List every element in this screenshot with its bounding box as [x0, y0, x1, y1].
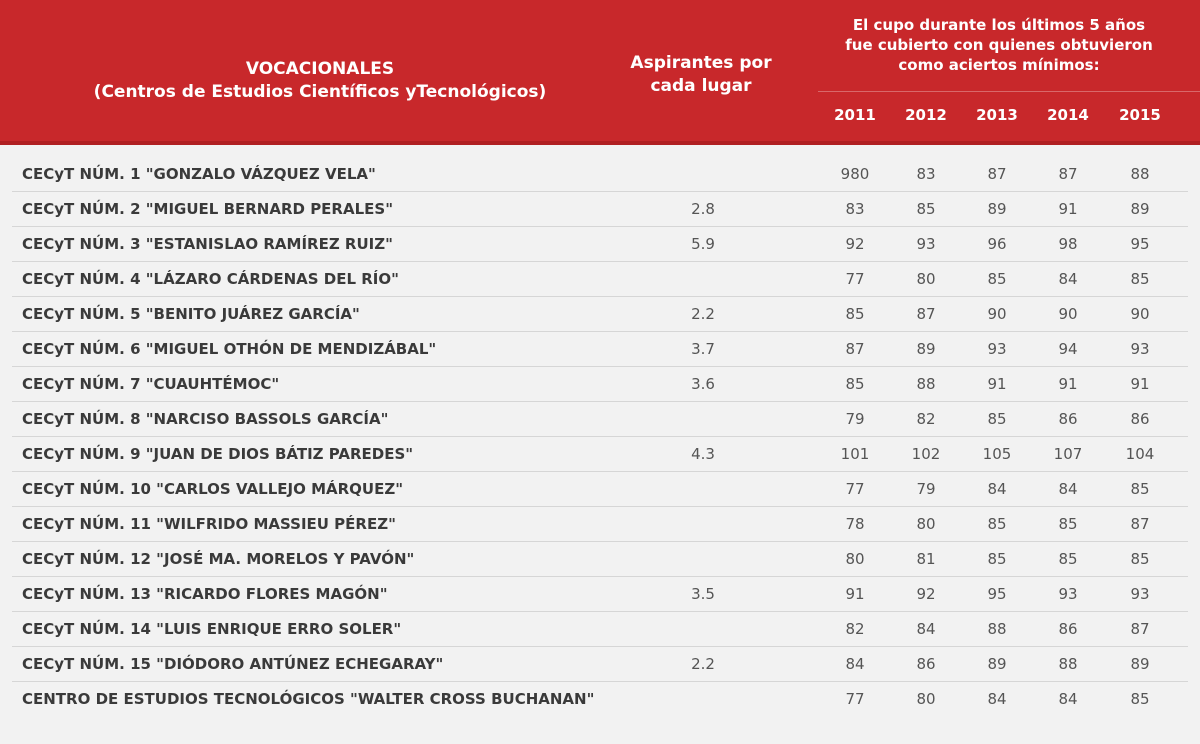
title-line-2: (Centros de Estudios Científicos yTecnológicos): [93, 82, 547, 102]
min-score-2011: 85: [845, 375, 865, 393]
min-score-2014: 85: [1058, 515, 1078, 533]
min-score-2012: 80: [916, 690, 936, 708]
applicants-per-place: 3.6: [691, 375, 715, 393]
min-score-2012: 85: [916, 200, 936, 218]
table-row: [0, 262, 1200, 297]
school-name: CECyT NÚM. 14 "LUIS ENRIQUE ERRO SOLER": [22, 620, 402, 638]
table-row: [0, 542, 1200, 577]
min-score-2014: 84: [1058, 690, 1078, 708]
min-score-2011: 87: [845, 340, 865, 358]
school-name: CECyT NÚM. 1 "GONZALO VÁZQUEZ VELA": [22, 165, 376, 183]
table-row: [0, 647, 1200, 682]
school-name: CECyT NÚM. 10 "CARLOS VALLEJO MÁRQUEZ": [22, 480, 404, 498]
table-row: [0, 612, 1200, 647]
min-score-2013: 84: [987, 480, 1007, 498]
min-score-2014: 84: [1058, 270, 1078, 288]
table-title: [0, 58, 640, 104]
applicants-per-place: 3.5: [691, 585, 715, 603]
min-score-2015: 90: [1130, 305, 1150, 323]
min-score-2013: 93: [987, 340, 1007, 358]
table-row: [0, 682, 1200, 717]
min-score-2015: 91: [1130, 375, 1150, 393]
min-score-2012: 82: [916, 410, 936, 428]
cupo-header-line-3: como aciertos mínimos:: [898, 56, 1100, 74]
school-name: CECyT NÚM. 2 "MIGUEL BERNARD PERALES": [22, 200, 394, 218]
ratio-header-line-1: Aspirantes por: [630, 53, 772, 73]
min-score-2015: 85: [1130, 270, 1150, 288]
table-header: [0, 0, 1200, 145]
min-score-2012: 93: [916, 235, 936, 253]
applicants-per-place: 4.3: [691, 445, 715, 463]
min-score-2015: 93: [1130, 340, 1150, 358]
header-divider: [818, 91, 1200, 92]
table-row: [0, 507, 1200, 542]
min-score-2015: 86: [1130, 410, 1150, 428]
min-score-2014: 84: [1058, 480, 1078, 498]
min-score-2014: 86: [1058, 620, 1078, 638]
min-score-2011: 101: [840, 445, 870, 463]
min-score-2012: 89: [916, 340, 936, 358]
min-score-2014: 91: [1058, 200, 1078, 218]
min-score-2012: 80: [916, 270, 936, 288]
min-score-2013: 88: [987, 620, 1007, 638]
min-score-2013: 105: [982, 445, 1012, 463]
min-score-2012: 84: [916, 620, 936, 638]
min-score-2011: 92: [845, 235, 865, 253]
min-score-2013: 87: [987, 165, 1007, 183]
min-score-2015: 89: [1130, 655, 1150, 673]
min-score-2011: 78: [845, 515, 865, 533]
min-score-2011: 84: [845, 655, 865, 673]
min-score-2014: 94: [1058, 340, 1078, 358]
min-score-2015: 95: [1130, 235, 1150, 253]
school-name: CECyT NÚM. 4 "LÁZARO CÁRDENAS DEL RÍO": [22, 270, 399, 288]
table-row: [0, 437, 1200, 472]
year-header-2013: 2013: [976, 106, 1018, 124]
min-score-2015: 87: [1130, 515, 1150, 533]
min-score-2011: 77: [845, 480, 865, 498]
min-score-2013: 89: [987, 655, 1007, 673]
min-score-2013: 90: [987, 305, 1007, 323]
min-score-2014: 90: [1058, 305, 1078, 323]
min-score-2015: 89: [1130, 200, 1150, 218]
min-score-2015: 104: [1125, 445, 1155, 463]
min-score-2012: 86: [916, 655, 936, 673]
min-score-2013: 96: [987, 235, 1007, 253]
school-name: CECyT NÚM. 6 "MIGUEL OTHÓN DE MENDIZÁBAL": [22, 340, 437, 358]
min-score-2011: 77: [845, 270, 865, 288]
min-score-2011: 85: [845, 305, 865, 323]
table-row: [0, 402, 1200, 437]
table-row: [0, 157, 1200, 192]
school-name: CENTRO DE ESTUDIOS TECNOLÓGICOS "WALTER CROSS BUCHANAN": [22, 690, 595, 708]
table-row: [0, 297, 1200, 332]
min-score-2014: 87: [1058, 165, 1078, 183]
year-header-2012: 2012: [905, 106, 947, 124]
min-score-2013: 85: [987, 410, 1007, 428]
min-score-2013: 85: [987, 550, 1007, 568]
min-score-2012: 87: [916, 305, 936, 323]
table-row: [0, 577, 1200, 612]
min-score-2013: 95: [987, 585, 1007, 603]
min-score-2012: 88: [916, 375, 936, 393]
applicants-per-place: 5.9: [691, 235, 715, 253]
applicants-per-place: 3.7: [691, 340, 715, 358]
cupo-header-line-1: El cupo durante los últimos 5 años: [852, 16, 1146, 34]
school-name: CECyT NÚM. 15 "DIÓDORO ANTÚNEZ ECHEGARAY": [22, 655, 444, 673]
min-score-2012: 79: [916, 480, 936, 498]
min-score-2013: 85: [987, 515, 1007, 533]
school-name: CECyT NÚM. 13 "RICARDO FLORES MAGÓN": [22, 585, 388, 603]
applicants-per-place: 2.8: [691, 200, 715, 218]
school-name: CECyT NÚM. 5 "BENITO JUÁREZ GARCÍA": [22, 305, 360, 323]
school-name: CECyT NÚM. 11 "WILFRIDO MASSIEU PÉREZ": [22, 515, 396, 533]
min-score-2014: 91: [1058, 375, 1078, 393]
table-row: [0, 367, 1200, 402]
min-score-2014: 93: [1058, 585, 1078, 603]
min-score-2014: 107: [1053, 445, 1083, 463]
min-score-2012: 92: [916, 585, 936, 603]
title-line-1: VOCACIONALES: [245, 59, 395, 79]
table-row: [0, 227, 1200, 262]
min-score-2011: 77: [845, 690, 865, 708]
ratio-header-line-2: cada lugar: [650, 76, 752, 96]
min-score-2014: 86: [1058, 410, 1078, 428]
school-name: CECyT NÚM. 3 "ESTANISLAO RAMÍREZ RUIZ": [22, 235, 393, 253]
min-score-2011: 79: [845, 410, 865, 428]
min-score-2012: 102: [911, 445, 941, 463]
year-header-2014: 2014: [1047, 106, 1089, 124]
min-score-2012: 83: [916, 165, 936, 183]
cupo-column-header: [818, 15, 1180, 75]
min-score-2012: 80: [916, 515, 936, 533]
cupo-header-line-2: fue cubierto con quienes obtuvieron: [845, 36, 1153, 54]
table-row: [0, 332, 1200, 367]
min-score-2012: 81: [916, 550, 936, 568]
min-score-2015: 88: [1130, 165, 1150, 183]
min-score-2013: 84: [987, 690, 1007, 708]
min-score-2011: 83: [845, 200, 865, 218]
school-name: CECyT NÚM. 9 "JUAN DE DIOS BÁTIZ PAREDES": [22, 445, 414, 463]
min-score-2011: 91: [845, 585, 865, 603]
year-header-2015: 2015: [1119, 106, 1161, 124]
school-name: CECyT NÚM. 7 "CUAUHTÉMOC": [22, 375, 280, 393]
school-name: CECyT NÚM. 8 "NARCISO BASSOLS GARCÍA": [22, 410, 389, 428]
min-score-2015: 93: [1130, 585, 1150, 603]
applicants-per-place: 2.2: [691, 305, 715, 323]
table-body: [0, 157, 1200, 717]
min-score-2011: 980: [840, 165, 870, 183]
min-score-2011: 80: [845, 550, 865, 568]
min-score-2015: 85: [1130, 690, 1150, 708]
min-score-2011: 82: [845, 620, 865, 638]
min-score-2015: 85: [1130, 550, 1150, 568]
min-score-2013: 85: [987, 270, 1007, 288]
min-score-2013: 91: [987, 375, 1007, 393]
min-score-2014: 98: [1058, 235, 1078, 253]
school-name: CECyT NÚM. 12 "JOSÉ MA. MORELOS Y PAVÓN": [22, 550, 415, 568]
ratio-column-header: [610, 52, 792, 98]
year-header-2011: 2011: [834, 106, 876, 124]
min-score-2015: 87: [1130, 620, 1150, 638]
min-score-2014: 88: [1058, 655, 1078, 673]
table-row: [0, 192, 1200, 227]
min-score-2015: 85: [1130, 480, 1150, 498]
table-row: [0, 472, 1200, 507]
min-score-2013: 89: [987, 200, 1007, 218]
applicants-per-place: 2.2: [691, 655, 715, 673]
min-score-2014: 85: [1058, 550, 1078, 568]
